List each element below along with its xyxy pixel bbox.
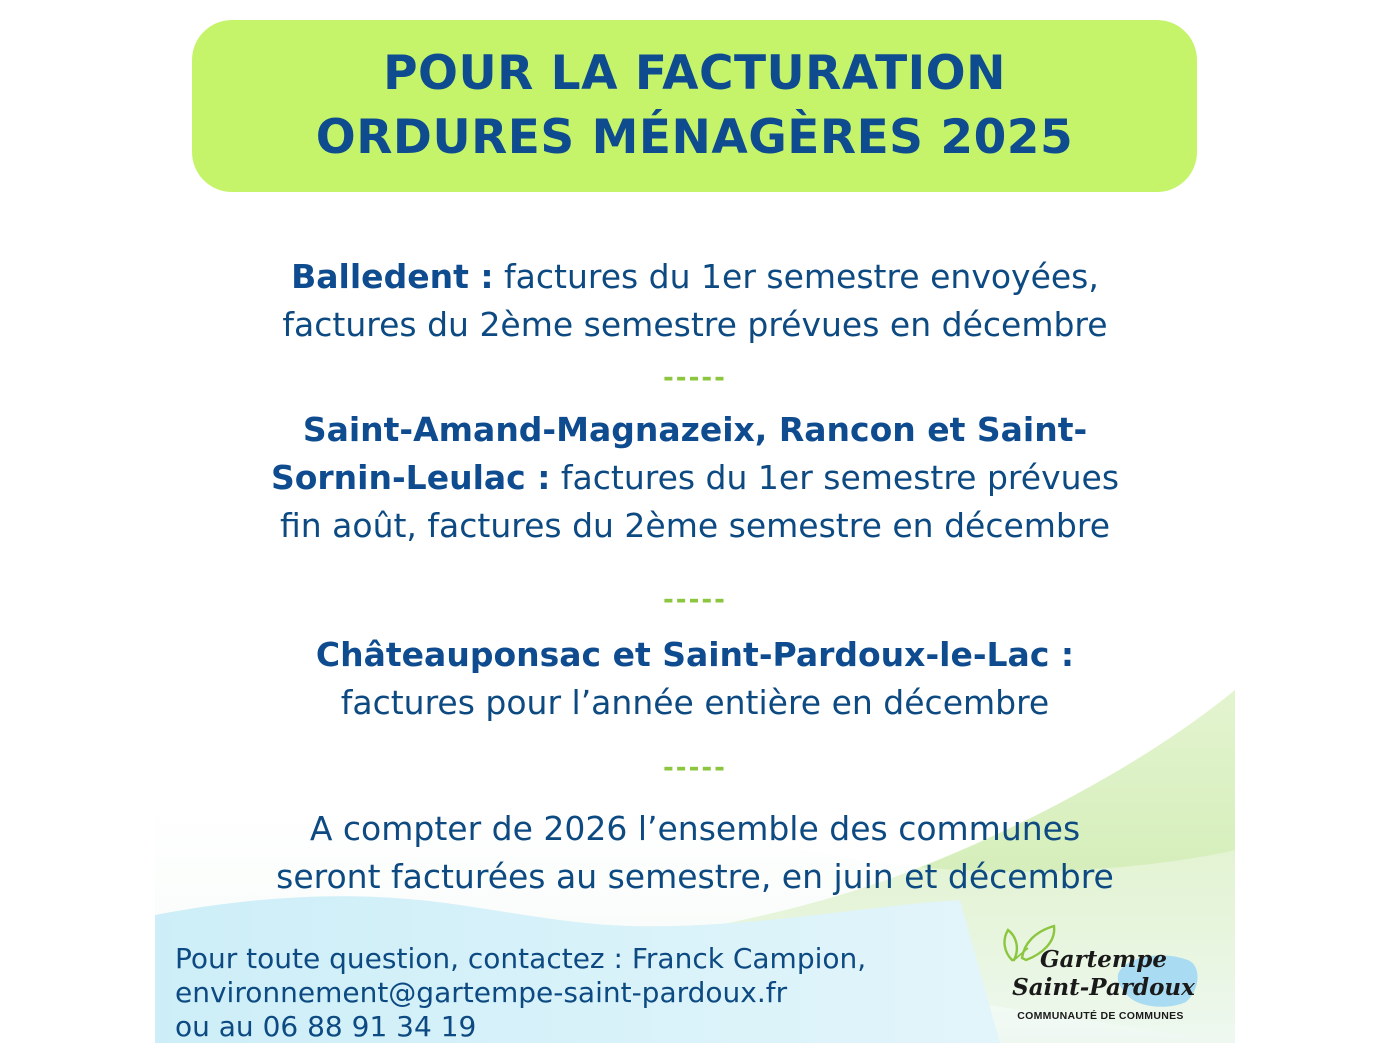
- logo-subtitle: COMMUNAUTÉ DE COMMUNES: [1017, 1010, 1184, 1022]
- note-2026-line-2: seront facturées au semestre, en juin et décembre: [276, 857, 1114, 896]
- contact-line: Pour toute question, contactez : Franck Campion,: [175, 942, 867, 975]
- logo-name-line-2: Saint-Pardoux: [1012, 974, 1195, 1001]
- balledent-line-2: factures du 2ème semestre prévues en décembre: [282, 305, 1108, 344]
- title-line-1: POUR LA FACTURATION: [383, 46, 1006, 101]
- balledent-name: Balledent :: [291, 257, 494, 296]
- balledent-line-1-text: factures du 1er semestre envoyées,: [493, 257, 1099, 296]
- contact-info: [175, 942, 866, 1043]
- block-chateauponsac: [150, 631, 1240, 727]
- saint-amand-name-2: Sornin-Leulac :: [270, 458, 551, 497]
- logo-name: [1006, 946, 1201, 1002]
- saint-amand-line-3: fin août, factures du 2ème semestre en décembre: [279, 506, 1111, 545]
- contact-email: environnement@gartempe-saint-pardoux.fr: [175, 976, 788, 1009]
- saint-amand-line-1: [150, 406, 1240, 454]
- saint-amand-name-1: Saint-Amand-Magnazeix, Rancon et Saint-: [302, 410, 1088, 449]
- title-banner: [192, 20, 1197, 192]
- chateauponsac-line-1: [150, 631, 1240, 679]
- note-2026-line-1: A compter de 2026 l’ensemble des communes: [309, 809, 1081, 848]
- separator-1: -----: [663, 363, 727, 393]
- saint-amand-line-2: [150, 454, 1240, 502]
- logo-gartempe: [998, 922, 1203, 1034]
- separator-3: -----: [663, 753, 727, 783]
- block-saint-amand: [150, 406, 1240, 550]
- chateauponsac-line-2: factures pour l’année entière en décembre: [340, 683, 1050, 722]
- chateauponsac-name: Châteauponsac et Saint-Pardoux-le-Lac :: [315, 635, 1075, 674]
- logo-name-line-1: Gartempe: [1040, 946, 1167, 973]
- block-note-2026: [150, 805, 1240, 901]
- saint-amand-line-2-text: factures du 1er semestre prévues: [550, 458, 1120, 497]
- separator-2: -----: [663, 585, 727, 615]
- contact-phone: ou au 06 88 91 34 19: [175, 1010, 477, 1043]
- balledent-line-1: [150, 253, 1240, 301]
- title-line-2: ORDURES MÉNAGÈRES 2025: [315, 110, 1074, 165]
- block-balledent: [150, 253, 1240, 349]
